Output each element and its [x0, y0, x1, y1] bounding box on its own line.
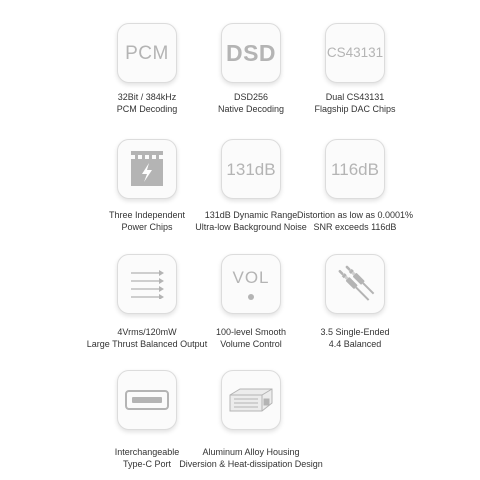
caption-line1: 100-level Smooth [215, 327, 287, 337]
tile-dsd [221, 23, 281, 83]
dynamic-range-text-icon: 131dB [226, 159, 276, 179]
tile-volume [221, 254, 281, 314]
caption-line1: Dual CS43131 [325, 92, 385, 102]
caption-line1: DSD256 [233, 92, 269, 102]
aluminum-housing-icon [226, 385, 276, 415]
tile-jacks [325, 254, 385, 314]
vol-label: VOL [232, 268, 270, 287]
caption-line2: Flagship DAC Chips [314, 104, 396, 114]
caption-line2: Diversion & Heat-dissipation Design [179, 459, 323, 469]
pcm-text-icon: PCM [125, 42, 169, 64]
caption-housing [176, 446, 326, 470]
caption-line2: Ultra-low Background Noise [195, 222, 307, 232]
vol-dot [248, 294, 254, 300]
usb-c-port-icon [125, 390, 169, 410]
tile-116db [325, 139, 385, 199]
caption-line1: 3.5 Single-Ended [320, 327, 390, 337]
tile-131db [221, 139, 281, 199]
caption-line2: Power Chips [121, 222, 173, 232]
caption-line1: 4Vrms/120mW [117, 327, 177, 337]
caption-line2: Native Decoding [217, 104, 285, 114]
output-arrows-icon [129, 269, 165, 299]
caption-line2: PCM Decoding [116, 104, 178, 114]
tile-power-chips [117, 139, 177, 199]
tile-housing [221, 370, 281, 430]
tile-type-c [117, 370, 177, 430]
tile-pcm [117, 23, 177, 83]
volume-knob-icon [232, 268, 269, 300]
power-chip-icon [130, 151, 164, 187]
caption-line2: SNR exceeds 116dB [313, 222, 397, 232]
tile-balanced-output [117, 254, 177, 314]
caption-116db [290, 209, 420, 233]
caption-line1: 32Bit / 384kHz [117, 92, 177, 102]
caption-line1: Aluminum Alloy Housing [202, 447, 300, 457]
caption-line2: 4.4 Balanced [328, 339, 382, 349]
caption-line1: Interchangeable [114, 447, 180, 457]
caption-line1: 131dB Dynamic Range [204, 210, 298, 220]
audio-jack-icon [335, 262, 375, 306]
caption-jacks [290, 326, 420, 350]
caption-line2: Type-C Port [122, 459, 171, 469]
dsd-text-icon: DSD [225, 39, 277, 66]
caption-line2: Large Thrust Balanced Output [86, 339, 208, 349]
caption-cs43131 [290, 91, 420, 115]
dac-chip-text-icon: CS43131 [326, 45, 384, 61]
caption-line1: Three Independent [108, 210, 186, 220]
caption-line1: Distortion as low as 0.0001% [296, 210, 414, 220]
tile-cs43131 [325, 23, 385, 83]
caption-line2: Volume Control [220, 339, 282, 349]
snr-text-icon: 116dB [331, 159, 379, 179]
